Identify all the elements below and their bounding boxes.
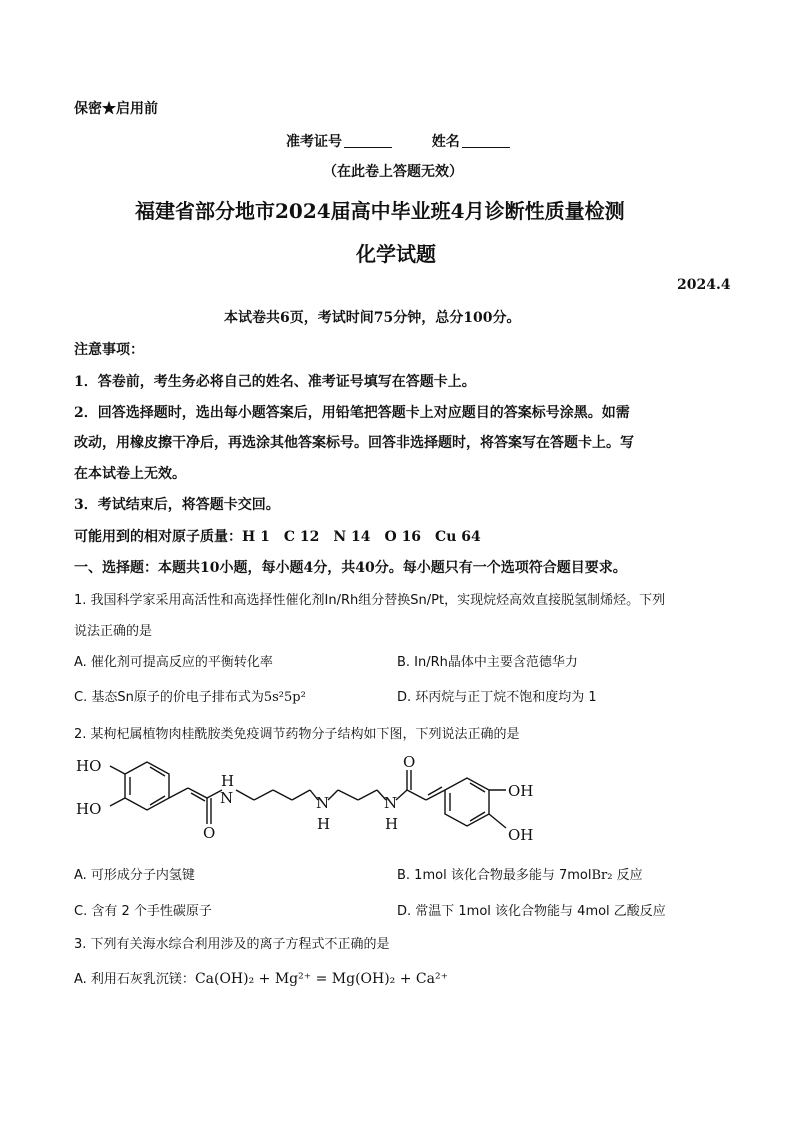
note-item: 在本试卷上无效。	[74, 466, 186, 482]
ho-top-label: HO	[76, 757, 102, 775]
amide-n-label: N	[220, 789, 234, 807]
q2-option-c: C. 含有 2 个手性碳原子	[74, 904, 212, 919]
q1-stem-cont: 说法正确的是	[74, 624, 153, 639]
q1-option-d: D. 环丙烷与正丁烷不饱和度均为 1	[397, 690, 597, 705]
exam-id-blank	[344, 133, 392, 148]
amine-h-label: H	[317, 815, 331, 833]
note-item: 3．考试结束后，将答题卡交回。	[74, 497, 280, 513]
exam-date: 2024.4	[677, 277, 731, 293]
page-title: 福建省部分地市2024届高中毕业班4月诊断性质量检测	[135, 199, 625, 223]
exam-id-field	[286, 131, 510, 151]
q3-option-a	[74, 968, 448, 987]
carbonyl-o-label: O	[203, 824, 216, 842]
note-item: 1．答卷前，考生务必将自己的姓名、准考证号填写在答题卡上。	[74, 374, 476, 390]
q2-option-b-formula: Br₂	[591, 868, 613, 883]
ho-bottom-label: HO	[76, 800, 102, 818]
atomic-masses: 可能用到的相对原子质量：H 1 C 12 N 14 O 16 Cu 64	[74, 529, 481, 545]
notes-heading: 注意事项：	[74, 342, 144, 358]
amine-n-label: N	[316, 794, 330, 812]
q1-option-c-formula: 5s²5p²	[263, 690, 306, 705]
note-item: 改动，用橡皮擦干净后，再选涂其他答案标号。回答非选择题时，将答案写在答题卡上。写	[74, 435, 634, 451]
exam-info: 本试卷共6页，考试时间75分钟，总分100分。	[224, 310, 521, 326]
amide-n2-label: N	[384, 794, 398, 812]
q1-option-a: A. 催化剂可提高反应的平衡转化率	[74, 655, 273, 670]
q3-option-a-equation: Ca(OH)₂ + Mg²⁺ = Mg(OH)₂ + Ca²⁺	[194, 971, 448, 987]
q3-stem: 3. 下列有关海水综合利用涉及的离子方程式不正确的是	[74, 937, 390, 952]
q3-option-a-text: A. 利用石灰乳沉镁：	[74, 972, 195, 987]
exam-id-label: 准考证号	[286, 134, 342, 150]
q2-option-b	[397, 864, 643, 883]
q2-option-a: A. 可形成分子内氢键	[74, 868, 195, 883]
invalid-note: （在此卷上答题无效）	[323, 164, 463, 180]
page-subtitle: 化学试题	[356, 242, 436, 266]
amide-h2-label: H	[385, 815, 399, 833]
name-label: 姓名	[431, 134, 460, 150]
q1-option-c	[74, 686, 306, 705]
name-blank	[462, 133, 510, 148]
q1-stem: 1. 我国科学家采用高活性和高选择性催化剂In/Rh组分替换Sn/Pt，实现烷烃高效直接脱氢制烯烃。下列	[74, 593, 666, 608]
q2-option-d: D. 常温下 1mol 该化合物能与 4mol 乙酸反应	[397, 904, 666, 919]
q2-stem: 2. 某枸杞属植物肉桂酰胺类免疫调节药物分子结构如下图，下列说法正确的是	[74, 727, 520, 742]
oh-bottom-label: OH	[508, 826, 534, 844]
q2-option-b-suffix: 反应	[612, 868, 643, 883]
section-heading: 一、选择题：本题共10小题，每小题4分，共40分。每小题只有一个选项符合题目要求。	[74, 560, 627, 576]
confidential-label: 保密★启用前	[74, 101, 158, 117]
amide-h-label: H	[221, 772, 235, 790]
oh-top-label: OH	[508, 782, 534, 800]
molecule-structure	[70, 752, 560, 852]
q1-option-c-text: C. 基态Sn原子的价电子排布式为	[74, 690, 264, 705]
q2-option-b-text: B. 1mol 该化合物最多能与 7mol	[397, 868, 592, 883]
note-item: 2．回答选择题时，选出每小题答案后，用铅笔把答题卡上对应题目的答案标号涂黑。如需	[74, 405, 630, 421]
carbonyl-o2-label: O	[403, 753, 416, 771]
q1-option-b: B. In/Rh晶体中主要含范德华力	[397, 655, 578, 670]
